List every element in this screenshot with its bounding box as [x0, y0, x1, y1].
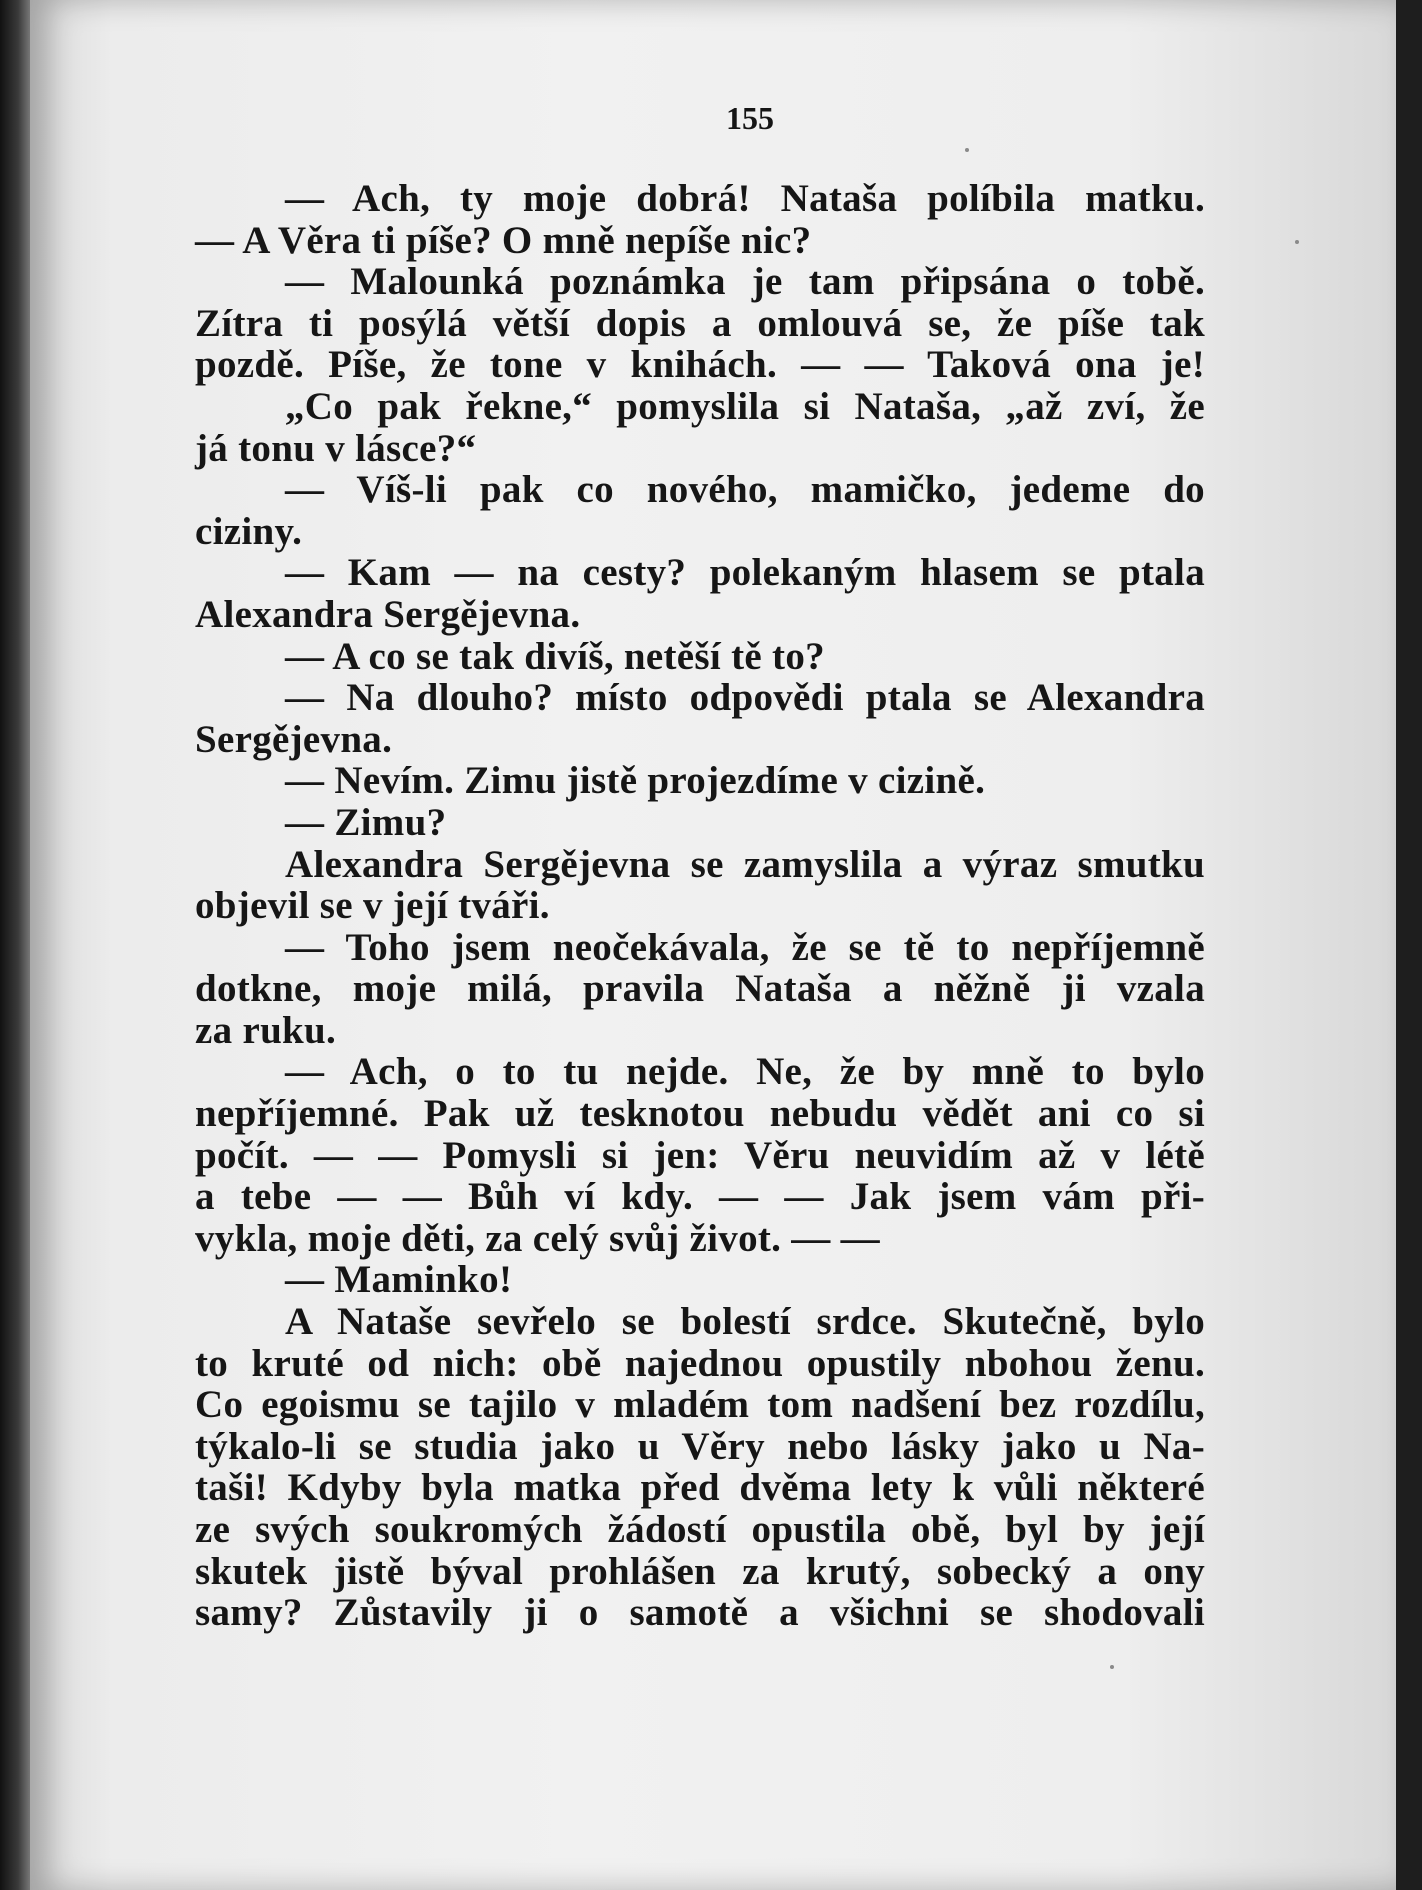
print-speck [965, 148, 969, 152]
text-line: „Co pak řekne,“ pomyslila si Nataša, „až zví, že [285, 384, 1205, 428]
text-line: dotkne, moje milá, pravila Nataša a něžně ji vzala [195, 967, 1205, 1011]
text-line: — Toho jsem neočekávala, že se tě to nepříjemně [285, 925, 1205, 969]
text-line: ciziny. [195, 509, 303, 553]
text-line: — Kam — na cesty? polekaným hlasem se ptala [285, 551, 1205, 595]
text-line: Co egoismu se tajilo v mladém tom nadšení bez rozdílu, [195, 1383, 1205, 1427]
text-line: nepříjemné. Pak už tesknotou nebudu vědět ani co si [195, 1092, 1205, 1136]
text-line: — Ach, o to tu nejde. Ne, že by mně to bylo [285, 1050, 1205, 1094]
text-line: Zítra ti posýlá větší dopis a omlouvá se, že píše tak [195, 301, 1205, 345]
print-speck [1110, 1665, 1114, 1669]
text-line: — A Věra ti píše? O mně nepíše nic? [195, 218, 812, 262]
text-line: — Maminko! [285, 1258, 513, 1302]
text-line: Alexandra Sergějevna se zamyslila a výraz smutku [285, 842, 1205, 886]
text-line: vykla, moje děti, za celý svůj život. — — [195, 1216, 880, 1260]
text-line: A Nataše sevřelo se bolestí srdce. Skutečně, bylo [285, 1300, 1205, 1344]
text-line: — Zimu? [285, 800, 447, 844]
text-line: — Ach, ty moje dobrá! Nataša políbila matku. [285, 177, 1205, 220]
text-line: objevil se v její tváři. [195, 884, 550, 928]
text-line: ze svých soukromých žádostí opustila obě, byl by její [195, 1508, 1205, 1551]
body-text [195, 178, 1205, 1634]
text-line: — Víš-li pak co nového, mamičko, jedeme do [285, 468, 1205, 512]
book-gutter-shadow [0, 0, 30, 1890]
page-number: 155 [726, 100, 774, 136]
text-line: Alexandra Sergějevna. [195, 592, 581, 636]
text-line: to kruté od nich: obě najednou opustily nbohou ženu. [195, 1341, 1205, 1385]
text-line: já tonu v lásce?“ [195, 426, 477, 470]
text-line: — Na dlouho? místo odpovědi ptala se Alexandra [285, 676, 1205, 720]
text-line: počít. — — Pomysli si jen: Věru neuvidím až v létě [195, 1133, 1205, 1177]
text-line: — A co se tak divíš, netěší tě to? [285, 634, 825, 678]
text-line: — Malounká poznámka je tam připsána o tobě. [285, 260, 1205, 304]
text-line: za ruku. [195, 1008, 337, 1052]
text-line: pozdě. Píše, že tone v knihách. — — Taková ona je! [195, 343, 1205, 387]
text-line: samy? Zůstavily ji o samotě a všichni se shodovali [195, 1591, 1205, 1635]
text-line: a tebe — — Bůh ví kdy. — — Jak jsem vám při- [195, 1175, 1205, 1219]
print-speck [1295, 240, 1299, 244]
text-line: Sergějevna. [195, 717, 393, 761]
text-line: — Nevím. Zimu jistě projezdíme v cizině. [285, 759, 986, 803]
text-line: skutek jistě býval prohlášen za krutý, sobecký a ony [195, 1549, 1205, 1593]
text-line: taši! Kdyby byla matka před dvěma lety k vůli některé [195, 1466, 1205, 1510]
text-line: týkalo-li se studia jako u Věry nebo lásky jako u Na- [195, 1424, 1205, 1468]
